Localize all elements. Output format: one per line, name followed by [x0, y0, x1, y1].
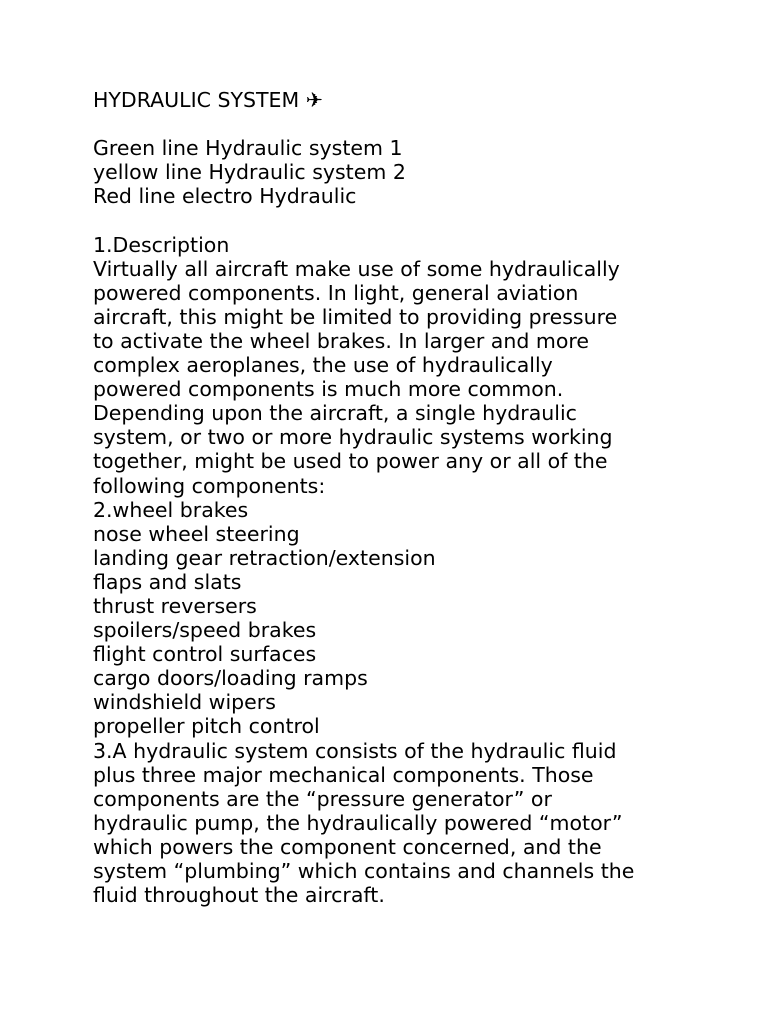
list-item: thrust reversers: [93, 593, 257, 618]
document-page: [93, 88, 693, 907]
paragraph-line: which powers the component concerned, and the: [93, 834, 602, 859]
list-item: nose wheel steering: [93, 521, 300, 546]
paragraph-line: plus three major mechanical components. Those: [93, 762, 594, 787]
section-paragraph: [93, 257, 693, 498]
paragraph-line: system, or two or more hydraulic systems working: [93, 425, 613, 450]
line-color-legend: [93, 136, 693, 208]
list-item: flight control surfaces: [93, 642, 317, 667]
list-item: propeller pitch control: [93, 714, 320, 739]
list-item: spoilers/speed brakes: [93, 618, 317, 643]
components-list: [93, 498, 693, 739]
paragraph-line: to activate the wheel brakes. In larger and more: [93, 328, 589, 353]
paragraph-line: 3.A hydraulic system consists of the hydraulic fluid: [93, 738, 617, 763]
paragraph-line: following components:: [93, 473, 326, 498]
paragraph-line: hydraulic pump, the hydraulically powered “motor”: [93, 810, 623, 835]
paragraph-line: aircraft, this might be limited to providing pressure: [93, 304, 618, 329]
paragraph-line: powered components. In light, general aviation: [93, 280, 579, 305]
legend-red-line: Red line electro Hydraulic: [93, 184, 357, 209]
list-item: landing gear retraction/extension: [93, 545, 436, 570]
section-description: [93, 233, 693, 498]
blank-line: [93, 112, 693, 136]
paragraph-line: powered components is much more common.: [93, 377, 564, 402]
legend-green-line: Green line Hydraulic system 1: [93, 136, 403, 161]
paragraph-line: complex aeroplanes, the use of hydraulically: [93, 353, 553, 378]
list-item: cargo doors/loading ramps: [93, 666, 368, 691]
document-title: HYDRAULIC SYSTEM ✈: [93, 88, 323, 112]
paragraph-line: system “plumbing” which contains and channels the: [93, 859, 635, 883]
paragraph-line: components are the “pressure generator” or: [93, 786, 552, 811]
blank-line: [93, 208, 693, 232]
list-item: windshield wipers: [93, 690, 276, 715]
legend-yellow-line: yellow line Hydraulic system 2: [93, 160, 406, 185]
section-hydraulic-components: [93, 739, 693, 908]
list-item: flaps and slats: [93, 569, 242, 594]
paragraph-line: Depending upon the aircraft, a single hydraulic: [93, 401, 577, 426]
paragraph-line: Virtually all aircraft make use of some hydraulically: [93, 256, 620, 281]
section-heading: 1.Description: [93, 232, 230, 257]
paragraph-line: fluid throughout the aircraft.: [93, 883, 385, 908]
list-item: 2.wheel brakes: [93, 497, 249, 522]
paragraph-line: together, might be used to power any or all of the: [93, 449, 608, 474]
